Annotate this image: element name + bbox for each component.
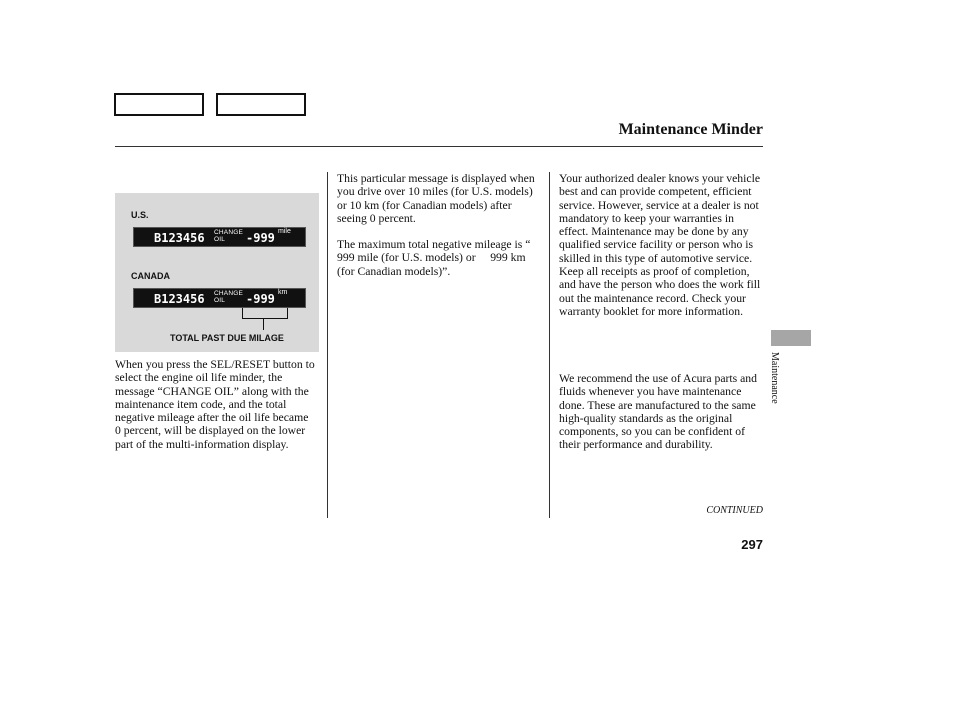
canada-display-code: B123456: [154, 292, 205, 306]
canada-label: CANADA: [131, 271, 170, 281]
us-display-unit: mile: [278, 228, 291, 235]
title-rule: [115, 146, 763, 147]
canada-display-message: CHANGE OIL: [214, 290, 244, 304]
us-label: U.S.: [131, 210, 149, 220]
column3-paragraph-1: Your authorized dealer knows your vehicle best and can provide competent, efficient service. However, service at a dealer is not mandatory to keep your warranties in effect. Maintenance may be done by any qualified service facility or person who is skilled in this type of automotive service. Keep all receipts as proof of completion, and have the person who does the work fill out the maintenance record. Check your warranty booklet for more information.: [559, 172, 761, 318]
us-display-message: CHANGE OIL: [214, 229, 244, 243]
column2-paragraph-2: The maximum total negative mileage is “ 999 mile (for U.S. models) or 999 km (for Canadian models)”.: [337, 238, 543, 278]
canada-display-unit: km: [278, 289, 288, 296]
callout-stem: [263, 318, 264, 330]
header-tab-box-2: [216, 93, 306, 116]
callout-label: TOTAL PAST DUE MILAGE: [170, 333, 284, 343]
header-tab-box-1: [114, 93, 204, 116]
section-tab: [771, 330, 811, 346]
column1-paragraph: When you press the SEL/RESET button to select the engine oil life minder, the message “CHANGE OIL” along with the maintenance item code, and the total negative mileage after the oil life became 0 percent, will be displayed on the lower part of the multi-information display.: [115, 358, 315, 451]
page-title: Maintenance Minder: [618, 121, 763, 138]
us-display-code: B123456: [154, 231, 205, 245]
column3-paragraph-2: We recommend the use of Acura parts and fluids whenever you have maintenance done. These are manufactured to the same high-quality standards as the original components, so you can be confident of their performance and durability.: [559, 372, 757, 452]
column-divider-2: [549, 172, 550, 518]
canada-display: [133, 288, 306, 308]
display-figure: [115, 193, 319, 352]
section-label: Maintenance: [769, 352, 780, 404]
canada-display-value: -999: [246, 292, 275, 306]
us-display-value: -999: [246, 231, 275, 245]
callout-bracket: [242, 308, 288, 319]
us-display: [133, 227, 306, 247]
column2-paragraph-1: This particular message is displayed when you drive over 10 miles (for U.S. models) or 10 km (for Canadian models) after seeing 0 percent.: [337, 172, 535, 225]
column-divider-1: [327, 172, 328, 518]
page-number: 297: [741, 537, 763, 552]
continued-note: CONTINUED: [706, 505, 763, 516]
